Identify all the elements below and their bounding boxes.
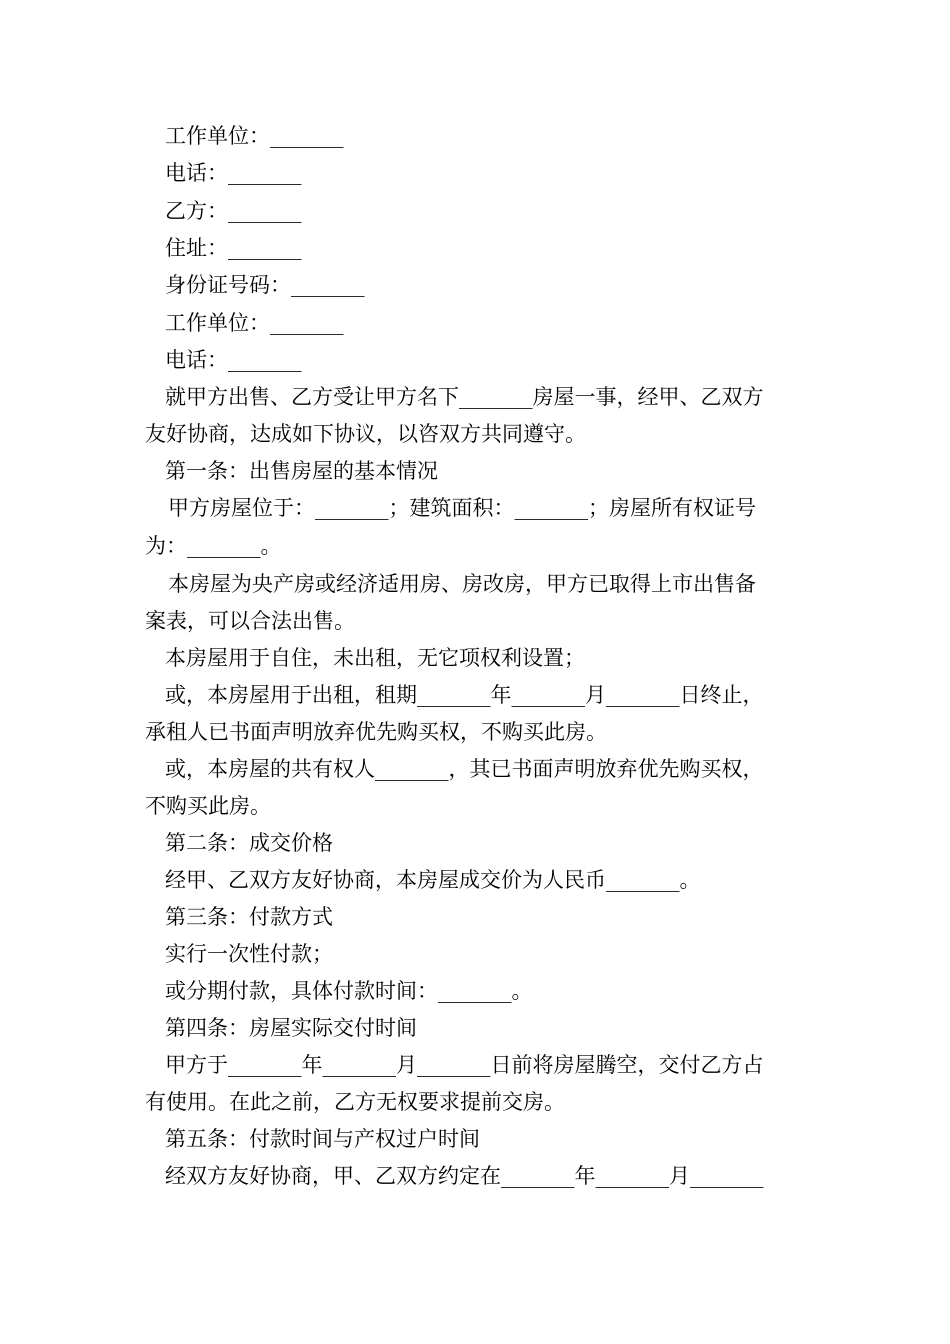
text-line: 电话：_______	[165, 348, 302, 372]
text-line: 就甲方出售、乙方受让甲方名下_______房屋一事，经甲、乙双方	[165, 385, 764, 409]
text-line: 或分期付款，具体付款时间：_______。	[165, 979, 533, 1003]
text-line: 身份证号码：_______	[165, 273, 365, 297]
text-line: 有使用。在此之前，乙方无权要求提前交房。	[145, 1090, 565, 1114]
section-heading: 第四条：房屋实际交付时间	[165, 1016, 417, 1040]
text-line: 或，本房屋用于出租，租期_______年_______月_______日终止，	[165, 683, 764, 707]
text-line: 友好协商，达成如下协议，以咨双方共同遵守。	[145, 422, 586, 446]
section-heading: 第五条：付款时间与产权过户时间	[165, 1127, 480, 1151]
text-line: 经双方友好协商，甲、乙双方约定在_______年_______月_______	[165, 1164, 764, 1188]
text-line: 住址：_______	[165, 236, 302, 260]
text-line: 或，本房屋的共有权人_______，其已书面声明放弃优先购买权，	[165, 757, 764, 781]
text-line: 承租人已书面声明放弃优先购买权，不购买此房。	[145, 720, 607, 744]
section-heading: 第三条：付款方式	[165, 905, 333, 929]
section-heading: 第二条：成交价格	[165, 831, 333, 855]
section-heading: 第一条：出售房屋的基本情况	[165, 459, 438, 483]
text-line: 经甲、乙双方友好协商，本房屋成交价为人民币_______。	[165, 868, 701, 892]
text-line: 工作单位：_______	[165, 124, 344, 148]
text-line: 本房屋用于自住，未出租，无它项权利设置；	[165, 646, 585, 670]
text-line: 工作单位：_______	[165, 311, 344, 335]
text-line: 乙方：_______	[165, 199, 302, 223]
text-line: 案表，可以合法出售。	[145, 609, 355, 633]
text-line: 不购买此房。	[145, 794, 271, 818]
text-line: 甲方房屋位于：_______；建筑面积：_______；房屋所有权证号	[168, 496, 756, 520]
text-line: 本房屋为央产房或经济适用房、房改房，甲方已取得上市出售备	[168, 572, 756, 596]
text-line: 电话：_______	[165, 161, 302, 185]
text-line: 为：_______。	[145, 534, 282, 558]
text-line: 实行一次性付款；	[165, 942, 333, 966]
text-line: 甲方于_______年_______月_______日前将房屋腾空，交付乙方占	[165, 1053, 764, 1077]
